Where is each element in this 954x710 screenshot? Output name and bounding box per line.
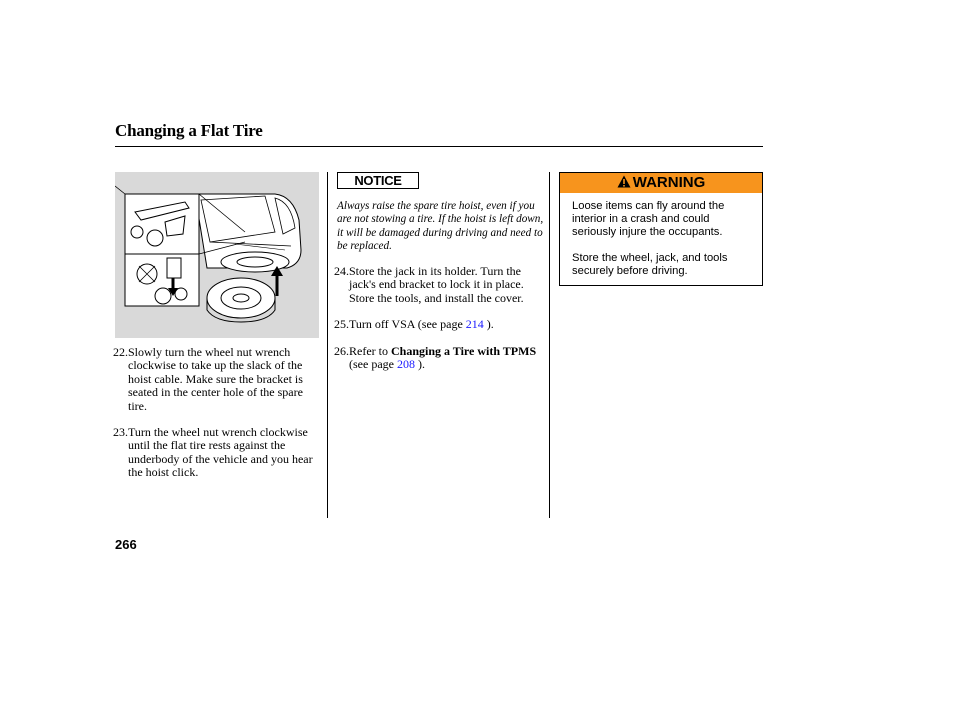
left-column bbox=[113, 346, 313, 480]
step-text-suffix: ). bbox=[414, 357, 425, 372]
column-divider-left bbox=[327, 172, 328, 518]
step-text bbox=[349, 318, 542, 331]
middle-column bbox=[334, 265, 542, 371]
step-text: Turn the wheel nut wrench clockwise until the flat tire rests against the underbody of the vehicle and you hear the hoist click. bbox=[128, 425, 313, 480]
step-23 bbox=[113, 426, 313, 480]
step-22 bbox=[113, 346, 313, 413]
step-text-mid: (see page bbox=[349, 357, 397, 372]
page-link-208[interactable]: 208 bbox=[396, 357, 415, 372]
step-text-prefix: Turn off VSA (see page bbox=[349, 317, 466, 332]
step-26 bbox=[334, 345, 542, 372]
warning-box bbox=[559, 172, 763, 286]
step-text: Slowly turn the wheel nut wrench clockwise to take up the slack of the hoist cable. Make sure the bracket is seated in the center hole of the spare tire. bbox=[128, 345, 303, 413]
warning-body bbox=[560, 193, 762, 278]
step-number: 23. bbox=[113, 425, 128, 440]
step-number: 26. bbox=[334, 343, 349, 358]
page-number: 266 bbox=[115, 537, 137, 552]
page-title: Changing a Flat Tire bbox=[115, 121, 263, 140]
step-number: 22. bbox=[113, 345, 128, 359]
step-text-suffix: ). bbox=[483, 317, 494, 332]
title-divider bbox=[115, 146, 763, 147]
notice-text: Always raise the spare tire hoist, even if you are not stowing a tire. If the hoist is left down, it will be damaged during driving and need to be replaced. bbox=[337, 200, 544, 253]
warning-label: WARNING bbox=[632, 174, 706, 191]
spare-tire-hoist-illustration bbox=[115, 172, 319, 338]
column-divider-right bbox=[549, 172, 550, 518]
warning-paragraph: Store the wheel, jack, and tools securely before driving. bbox=[572, 252, 728, 277]
notice-label: NOTICE bbox=[337, 172, 419, 189]
step-text bbox=[349, 345, 542, 372]
step-number: 24. bbox=[334, 264, 349, 278]
step-25 bbox=[334, 318, 542, 331]
step-24 bbox=[334, 265, 542, 305]
step-text: Store the jack in its holder. Turn the jack's end bracket to lock it in place. Store the tools, and install the cover. bbox=[349, 264, 524, 305]
warning-header bbox=[560, 173, 762, 193]
warning-paragraph: Loose items can fly around the interior in a crash and could seriously injure the occupants. bbox=[572, 200, 725, 238]
step-number: 25. bbox=[334, 317, 349, 332]
section-reference: Changing a Tire with TPMS bbox=[390, 343, 537, 358]
warning-triangle-icon bbox=[617, 174, 631, 194]
step-text-prefix: Refer to bbox=[349, 343, 391, 358]
page-link-214[interactable]: 214 bbox=[465, 317, 484, 332]
